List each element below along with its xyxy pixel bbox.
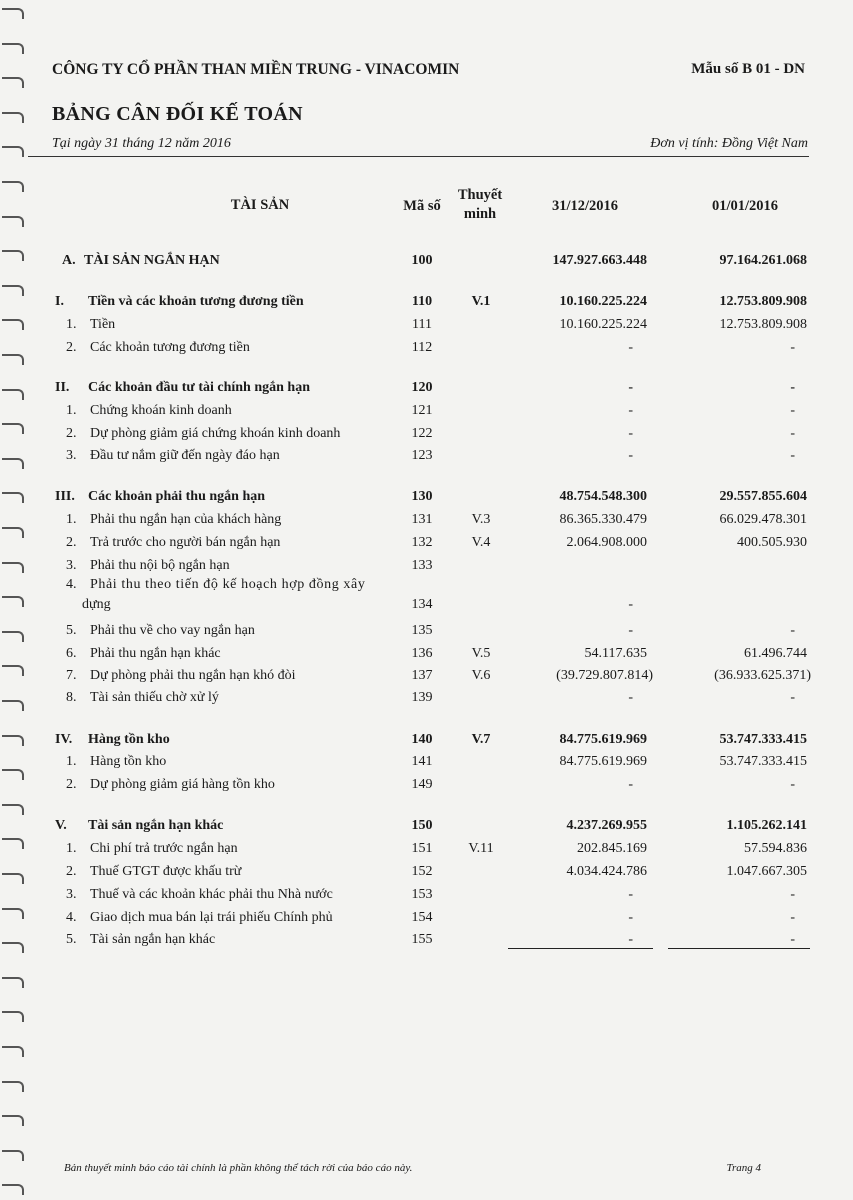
row-value-2016-01-01: 1.105.262.141 (726, 818, 807, 833)
row-value-2016-12-31: - (628, 887, 633, 902)
row-number: 1. (66, 317, 77, 332)
table-row (0, 646, 853, 666)
table-row (0, 577, 853, 612)
row-label: Phải thu theo tiến độ kế hoạch hợp đồng xây (90, 577, 366, 592)
row-value-2016-01-01: 97.164.261.068 (719, 253, 807, 268)
table-row (0, 558, 853, 578)
row-value-2016-01-01: 12.753.809.908 (719, 294, 807, 309)
row-value-2016-12-31: 48.754.548.300 (559, 489, 647, 504)
row-value-2016-12-31: 2.064.908.000 (566, 535, 647, 550)
row-label-cont: dựng (82, 597, 111, 612)
row-code: 153 (411, 887, 433, 902)
row-number: 2. (66, 535, 77, 550)
row-number: 2. (66, 864, 77, 879)
table-row (0, 932, 853, 952)
row-label: Hàng tồn kho (88, 732, 170, 747)
row-label: TÀI SẢN NGẮN HẠN (84, 253, 220, 268)
row-code: 112 (411, 340, 433, 355)
row-label: Dự phòng giảm giá hàng tồn kho (90, 777, 275, 792)
row-value-2016-12-31: 4.034.424.786 (566, 864, 647, 879)
row-label: Phải thu ngắn hạn khác (90, 646, 221, 661)
total-rule-period1 (508, 948, 653, 949)
row-value-2016-01-01: - (790, 403, 795, 418)
row-number: III. (55, 489, 75, 504)
table-row (0, 253, 853, 273)
row-number: 1. (66, 754, 77, 769)
row-label: Phải thu ngắn hạn của khách hàng (90, 512, 282, 527)
report-date: Tại ngày 31 tháng 12 năm 2016 (52, 136, 231, 151)
row-code: 121 (411, 403, 433, 418)
row-code: 136 (411, 646, 433, 661)
table-row (0, 448, 853, 468)
row-label: Các khoản tương đương tiền (90, 340, 250, 355)
company-name: CÔNG TY CỔ PHẦN THAN MIỀN TRUNG - VINACOMIN (52, 61, 460, 78)
row-value-2016-12-31: - (628, 932, 633, 947)
row-value-2016-01-01: 12.753.809.908 (719, 317, 807, 332)
row-label: Trả trước cho người bán ngắn hạn (90, 535, 281, 550)
row-number: A. (62, 253, 76, 268)
row-code: 130 (411, 489, 433, 504)
row-number: I. (55, 294, 64, 309)
row-value-2016-01-01: 61.496.744 (744, 646, 807, 661)
row-value-2016-12-31: - (628, 448, 633, 463)
table-row (0, 340, 853, 360)
row-number: 2. (66, 777, 77, 792)
row-label: Tài sản ngắn hạn khác (88, 818, 224, 833)
row-code: 134 (411, 597, 433, 612)
row-value-2016-12-31: 10.160.225.224 (559, 317, 647, 332)
table-row (0, 512, 853, 532)
row-note: V.7 (471, 732, 491, 747)
col-header-code: Mã số (403, 198, 441, 214)
row-number: 2. (66, 340, 77, 355)
row-code: 123 (411, 448, 433, 463)
row-number: 4. (66, 910, 77, 925)
row-value-2016-01-01: 66.029.478.301 (719, 512, 807, 527)
row-label: Phải thu về cho vay ngắn hạn (90, 623, 255, 638)
row-value-2016-12-31: 84.775.619.969 (559, 754, 647, 769)
row-note: V.3 (471, 512, 491, 527)
table-row (0, 380, 853, 400)
row-code: 150 (411, 818, 433, 833)
row-number: II. (55, 380, 70, 395)
total-rule-period2 (668, 948, 810, 949)
row-label: Tài sản thiếu chờ xử lý (90, 690, 219, 705)
table-row (0, 732, 853, 752)
row-value-2016-01-01: - (790, 910, 795, 925)
row-label: Thuế GTGT được khấu trừ (90, 864, 242, 879)
row-value-2016-01-01: - (790, 380, 795, 395)
row-code: 132 (411, 535, 433, 550)
table-row (0, 777, 853, 797)
row-number: 7. (66, 668, 77, 683)
row-label: Chi phí trả trước ngắn hạn (90, 841, 238, 856)
row-value-2016-01-01: 29.557.855.604 (719, 489, 807, 504)
row-label: Đầu tư nắm giữ đến ngày đáo hạn (90, 448, 280, 463)
row-value-2016-12-31: - (628, 340, 633, 355)
row-code: 111 (412, 317, 432, 332)
row-value-2016-12-31: (39.729.807.814) (556, 668, 653, 683)
row-label: Tiền và các khoản tương đương tiền (88, 294, 304, 309)
row-code: 120 (411, 380, 433, 395)
row-value-2016-01-01: - (790, 426, 795, 441)
row-value-2016-12-31: - (628, 623, 633, 638)
row-value-2016-01-01: 57.594.836 (744, 841, 807, 856)
page-title: BẢNG CÂN ĐỐI KẾ TOÁN (52, 103, 303, 125)
row-value-2016-12-31: 86.365.330.479 (559, 512, 647, 527)
table-row (0, 841, 853, 861)
row-code: 100 (411, 253, 433, 268)
row-number: IV. (55, 732, 73, 747)
row-note: V.5 (471, 646, 491, 661)
row-value-2016-01-01: 1.047.667.305 (726, 864, 807, 879)
row-note: V.1 (471, 294, 491, 309)
table-row (0, 317, 853, 337)
row-code: 133 (411, 558, 433, 573)
row-value-2016-01-01: 53.747.333.415 (719, 732, 807, 747)
row-label: Chứng khoán kinh doanh (90, 403, 232, 418)
row-number: 6. (66, 646, 77, 661)
row-value-2016-12-31: - (628, 403, 633, 418)
row-label: Tiền (90, 317, 116, 332)
row-number: 1. (66, 403, 77, 418)
row-label: Giao dịch mua bán lại trái phiếu Chính phủ (90, 910, 333, 925)
row-number: 5. (66, 932, 77, 947)
row-label: Phải thu nội bộ ngắn hạn (90, 558, 230, 573)
row-value-2016-12-31: 4.237.269.955 (566, 818, 647, 833)
row-value-2016-12-31: - (628, 597, 633, 612)
row-value-2016-01-01: - (790, 932, 795, 947)
table-row (0, 864, 853, 884)
row-label: Các khoản đầu tư tài chính ngắn hạn (88, 380, 310, 395)
row-value-2016-12-31: 202.845.169 (577, 841, 647, 856)
row-number: 2. (66, 426, 77, 441)
row-value-2016-01-01: - (790, 777, 795, 792)
table-row (0, 623, 853, 643)
row-number: 3. (66, 448, 77, 463)
row-value-2016-01-01: (36.933.625.371) (714, 668, 811, 683)
row-code: 110 (411, 294, 433, 309)
row-code: 151 (411, 841, 433, 856)
row-value-2016-01-01: - (790, 623, 795, 638)
row-number: 3. (66, 887, 77, 902)
row-label: Tài sản ngắn hạn khác (90, 932, 216, 947)
page-number: Trang 4 (726, 1162, 761, 1174)
col-header-2016-01-01: 01/01/2016 (711, 198, 779, 214)
row-code: 122 (411, 426, 433, 441)
row-code: 155 (411, 932, 433, 947)
table-row (0, 403, 853, 423)
row-code: 140 (411, 732, 433, 747)
row-value-2016-01-01: 53.747.333.415 (719, 754, 807, 769)
header-rule (28, 156, 809, 157)
row-code: 152 (411, 864, 433, 879)
table-row (0, 668, 853, 688)
table-row (0, 535, 853, 555)
row-value-2016-12-31: 147.927.663.448 (552, 253, 647, 268)
row-number: 1. (66, 512, 77, 527)
col-header-2016-12-31: 31/12/2016 (551, 198, 619, 214)
table-row (0, 690, 853, 710)
row-number: 5. (66, 623, 77, 638)
row-value-2016-01-01: - (790, 690, 795, 705)
row-value-2016-12-31: 10.160.225.224 (559, 294, 647, 309)
row-code: 154 (411, 910, 433, 925)
table-row (0, 887, 853, 907)
row-code: 139 (411, 690, 433, 705)
col-header-note-2: minh (463, 206, 497, 222)
row-value-2016-12-31: - (628, 426, 633, 441)
row-label: Dự phòng giảm giá chứng khoán kinh doanh (90, 426, 341, 441)
table-row (0, 426, 853, 446)
row-number: 3. (66, 558, 77, 573)
row-number: V. (55, 818, 67, 833)
row-code: 137 (411, 668, 433, 683)
row-label: Các khoản phải thu ngắn hạn (88, 489, 266, 504)
row-code: 149 (411, 777, 433, 792)
table-row (0, 910, 853, 930)
row-number: 1. (66, 841, 77, 856)
row-value-2016-12-31: 54.117.635 (584, 646, 647, 661)
row-number: 4. (66, 577, 77, 592)
row-value-2016-01-01: - (790, 887, 795, 902)
currency-unit: Đơn vị tính: Đồng Việt Nam (650, 136, 808, 151)
row-code: 131 (411, 512, 433, 527)
form-number: Mẫu số B 01 - DN (691, 61, 805, 77)
row-note: V.6 (471, 668, 491, 683)
row-label: Hàng tồn kho (90, 754, 167, 769)
table-row (0, 754, 853, 774)
row-value-2016-12-31: - (628, 380, 633, 395)
row-value-2016-12-31: 84.775.619.969 (559, 732, 647, 747)
row-value-2016-12-31: - (628, 690, 633, 705)
row-label: Thuế và các khoản khác phải thu Nhà nước (90, 887, 333, 902)
row-value-2016-12-31: - (628, 777, 633, 792)
row-value-2016-01-01: - (790, 340, 795, 355)
row-code: 135 (411, 623, 433, 638)
row-code: 141 (411, 754, 433, 769)
row-note: V.4 (471, 535, 491, 550)
row-value-2016-01-01: - (790, 448, 795, 463)
row-value-2016-12-31: - (628, 910, 633, 925)
table-row (0, 489, 853, 509)
col-header-assets: TÀI SẢN (230, 197, 290, 213)
table-row (0, 818, 853, 838)
table-row (0, 294, 853, 314)
row-note: V.11 (468, 841, 494, 856)
col-header-note-1: Thuyết (457, 187, 503, 203)
row-value-2016-01-01: 400.505.930 (737, 535, 807, 550)
footer-note: Bản thuyết minh báo cáo tài chính là phần không thể tách rời của báo cáo này. (64, 1162, 413, 1174)
row-number: 8. (66, 690, 77, 705)
row-label: Dự phòng phải thu ngắn hạn khó đòi (90, 668, 296, 683)
